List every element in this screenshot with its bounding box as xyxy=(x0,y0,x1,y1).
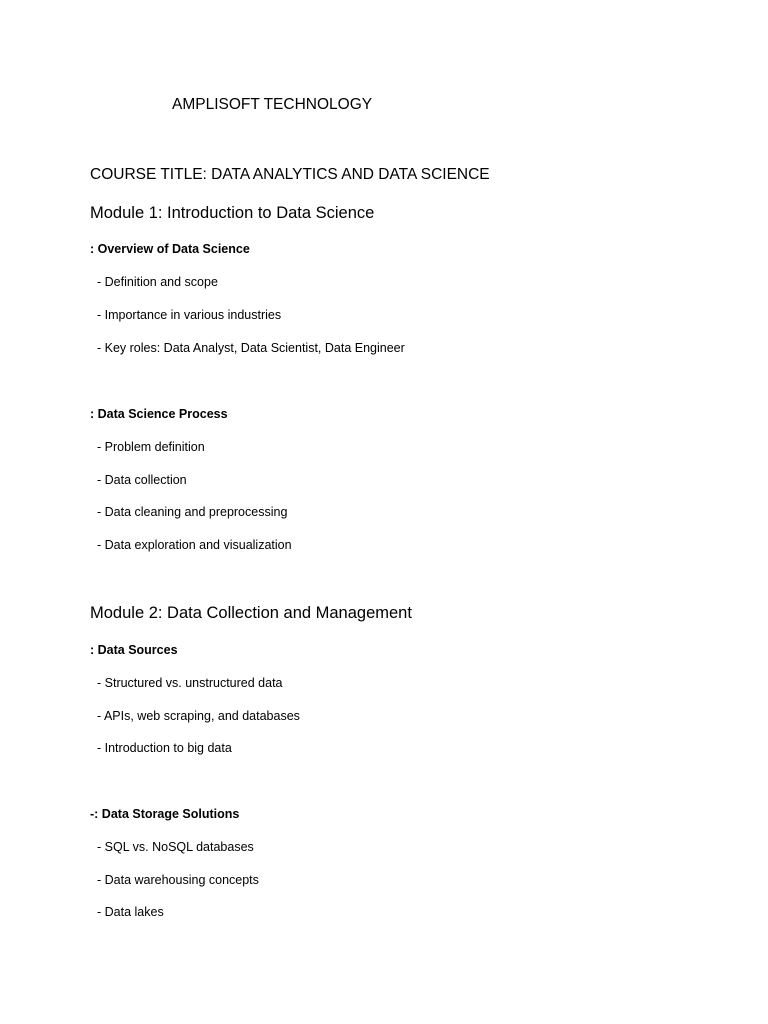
list-item: - Data exploration and visualization xyxy=(97,538,292,552)
list-item: - Data warehousing concepts xyxy=(97,873,259,887)
list-item: - Problem definition xyxy=(97,440,205,454)
list-item: - Data collection xyxy=(97,473,187,487)
list-item: - Key roles: Data Analyst, Data Scientist, Data Engineer xyxy=(97,341,405,355)
list-item: - Introduction to big data xyxy=(97,741,232,755)
section-heading: : Overview of Data Science xyxy=(90,242,250,256)
list-item: - Importance in various industries xyxy=(97,308,282,322)
module-2-title: Module 2: Data Collection and Management xyxy=(90,604,412,622)
list-item: - Data cleaning and preprocessing xyxy=(97,505,288,519)
list-item: - SQL vs. NoSQL databases xyxy=(97,840,254,854)
section-heading: : Data Science Process xyxy=(90,407,228,421)
list-item: - Data lakes xyxy=(97,905,164,919)
list-item: - Structured vs. unstructured data xyxy=(97,676,283,690)
company-name: AMPLISOFT TECHNOLOGY xyxy=(172,96,373,113)
list-item: - Definition and scope xyxy=(97,275,218,289)
section-heading: -: Data Storage Solutions xyxy=(90,807,240,821)
module-1-title: Module 1: Introduction to Data Science xyxy=(90,204,375,222)
course-title: COURSE TITLE: DATA ANALYTICS AND DATA SCIENCE xyxy=(90,166,490,183)
section-heading: : Data Sources xyxy=(90,643,178,657)
list-item: - APIs, web scraping, and databases xyxy=(97,709,300,723)
